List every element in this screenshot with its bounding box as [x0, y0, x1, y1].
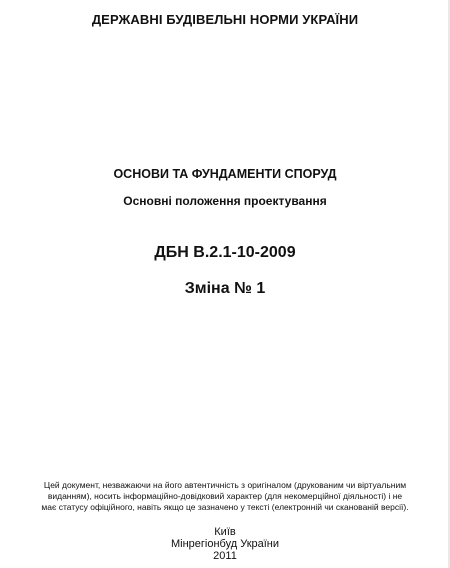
publication-imprint [0, 526, 450, 562]
publisher-name: Мінрегіонбуд України [170, 538, 280, 550]
amendment-number: Зміна № 1 [184, 280, 266, 297]
document-subtitle: Основні положення проектування [123, 194, 327, 208]
disclaimer-note [38, 480, 412, 513]
disclaimer-line: виданням), носить інформаційно-довідковий характер (для некомерційної діяльності) і не [47, 491, 403, 501]
document-header: ДЕРЖАВНІ БУДІВЕЛЬНІ НОРМИ УКРАЇНИ [91, 12, 359, 27]
publication-year: 2011 [213, 550, 237, 562]
document-title: ОСНОВИ ТА ФУНДАМЕНТИ СПОРУД [113, 167, 337, 181]
publication-city: Київ [214, 526, 236, 538]
disclaimer-line: Цей документ, незважаючи на його автентичність з оригіналом (друкованим чи віртуальним [43, 480, 407, 490]
standard-code: ДБН В.2.1-10-2009 [154, 244, 296, 261]
disclaimer-line: має статусу офіційного, навіть якщо це зазначено у тексті (електронній чи сканованій версії). [41, 502, 409, 512]
